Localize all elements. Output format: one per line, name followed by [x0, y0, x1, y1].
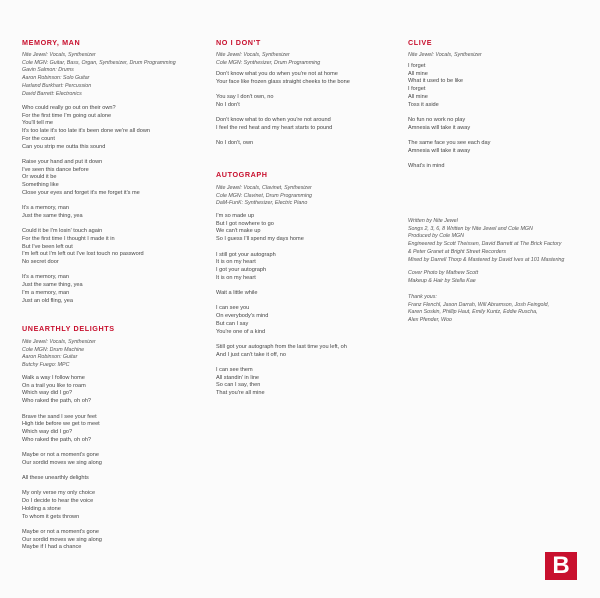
credit-line: DaM-FunK: Synthesizer, Electric Piano [216, 200, 308, 207]
lyric-line: Toss it aside [408, 101, 439, 108]
lyric-line: Which way did I go? [22, 428, 73, 435]
song-title-no-i-dont: NO I DON'T [216, 38, 261, 47]
lyric-line: Our sordid moves we sing along [22, 459, 102, 466]
lyric-line: For the count [22, 135, 55, 142]
song-title-memory-man: MEMORY, MAN [22, 38, 81, 47]
credit-line: David Barrett: Electronics [22, 90, 82, 97]
lyric-line: So I guess I'll spend my days home [216, 236, 304, 243]
credit-line: Butchy Fuego: MPC [22, 362, 70, 369]
credits-clive [408, 52, 482, 60]
lyrics-no-i-dont [216, 71, 350, 148]
lyric-line: I can see them [216, 366, 253, 373]
lyric-line: I'm a memory, man [22, 289, 70, 296]
lyric-line: Raise your hand and put it down [22, 158, 103, 165]
credit-line: Aaron Robinson: Solo Guitar [22, 75, 90, 82]
lyric-line: That you're all mine [216, 390, 265, 397]
song-title-autograph: AUTOGRAPH [216, 170, 268, 179]
credit-line: Cole MGN: Drum Machine [22, 346, 85, 353]
lyric-line: Do I decide to hear the voice [22, 498, 94, 505]
lyric-line: Wait a little while [216, 290, 258, 296]
credit-line: & Peter Granet at Bright Street Recorders [408, 248, 507, 255]
credit-line: Cole MGN: Synthesizer, Drum Programming [216, 59, 321, 66]
lyric-line: Who raked the path, oh oh? [22, 436, 92, 443]
credit-line: Harland Burkhart: Percussion [22, 82, 92, 89]
lyric-line: No I don't [216, 101, 240, 108]
lyric-stanza [408, 140, 490, 155]
lyric-line: No I don't, own [216, 140, 254, 147]
lyric-line: But I got nowhere to go [216, 220, 274, 227]
lyric-stanza [22, 452, 102, 467]
credit-line: Franz Flenchl, Jason Darrah, Will Abramson, Josh Feingold, [408, 301, 550, 308]
lyric-line: All mine [408, 93, 428, 100]
credit-line: Songs 2, 3, 6, 8 Written by Nite Jewel and Cole MGN [408, 225, 533, 232]
lyric-line: Your face like frozen glass straight cheeks to the bone [216, 78, 350, 85]
lyric-line: Don't know what to do when you're not around [216, 117, 331, 124]
credit-line: Cole MGN: Guitar, Bass, Organ, Synthesizer, Drum Programming [22, 59, 176, 66]
lyric-line: Holding a stone [22, 505, 61, 512]
album-thank-yous [408, 294, 549, 325]
lyric-line: I've seen this dance before [22, 166, 89, 173]
lyric-line: Who raked the path, oh oh? [22, 398, 92, 405]
lyric-line: It is on my heart [216, 259, 256, 266]
lyric-line: Just the same thing, yea [22, 212, 83, 219]
side-b-badge: B [545, 552, 577, 580]
credits-unearthly-delights [22, 339, 96, 370]
lyric-line: All these unearthly delights [22, 475, 89, 482]
lyric-line: All standin' in line [216, 374, 260, 381]
lyric-stanza [216, 213, 347, 244]
credit-line: Written by Nite Jewel [408, 218, 458, 224]
lyric-stanza [22, 159, 150, 198]
credits-autograph [216, 185, 312, 208]
credit-line: Gavin Salmon: Drums [22, 67, 74, 74]
lyric-line: Who could really go out on their own? [22, 105, 116, 111]
lyric-line: Amnesia will take it away [408, 124, 471, 131]
lyric-line: On everybody's mind [216, 313, 269, 320]
credit-line: Karen Soskin, Phillip Haut, Emily Kuntz, Eddie Ruscha, [408, 309, 538, 316]
lyric-stanza [216, 140, 350, 148]
credit-line: Nite Jewel: Vocals, Synthesizer [408, 52, 482, 58]
credits-no-i-dont [216, 52, 320, 67]
lyric-stanza [22, 274, 150, 305]
lyric-stanza [22, 205, 150, 220]
song-title-clive: CLIVE [408, 38, 433, 47]
credit-line: Mixed by Darrell Thorp & Mastered by David Ives at 101 Mastering [408, 256, 565, 263]
lyric-line: On a trail you like to roam [22, 382, 86, 389]
lyric-line: Don't know what you do when you're not at home [216, 71, 338, 77]
credit-line: Engineered by Scott Theissen, David Barrett at The Brick Factory [408, 241, 562, 248]
lyrics-autograph [216, 213, 347, 398]
lyric-line: It's a memory, man [22, 274, 69, 281]
album-production-credits [408, 218, 564, 264]
lyric-line: Or would it be [22, 174, 57, 181]
lyric-line: It's too late it's too late it's been done we're all down [22, 128, 151, 135]
credit-line: Aaron Robinson: Guitar [22, 354, 78, 361]
lyric-line: You're one of a kind [216, 328, 266, 335]
lyric-stanza [216, 252, 347, 283]
lyric-line: But can I say [216, 320, 249, 327]
lyric-stanza [408, 63, 490, 109]
lyrics-clive [408, 63, 490, 171]
album-art-credits [408, 270, 478, 285]
lyrics-unearthly-delights [22, 375, 102, 552]
credit-line: Thank yous: [408, 294, 437, 300]
lyric-line: Close your eyes and forget it's me forget it's me [22, 189, 140, 196]
lyric-stanza [216, 290, 347, 298]
lyric-line: I forget [408, 63, 426, 69]
lyric-line: The same face you see each day [408, 140, 491, 146]
song-title-unearthly-delights: UNEARTHLY DELIGHTS [22, 324, 115, 333]
lyric-stanza [216, 367, 347, 398]
lyric-stanza [216, 305, 347, 336]
lyric-line: I feel the red heat and my heart starts to pound [216, 124, 333, 131]
lyric-line: Which way did I go? [22, 390, 73, 397]
lyric-line: I can see you [216, 305, 250, 312]
lyric-line: Can you strip me outta this sound [22, 143, 106, 150]
lyric-line: Maybe or not a moment's gone [22, 528, 99, 535]
credit-line: Nite Jewel: Vocals, Clavinet, Synthesizer [216, 185, 312, 191]
lyric-line: You say I don't own, no [216, 94, 274, 101]
lyric-line: Brave the sand I see your feet [22, 413, 97, 420]
credit-line: Cole MGN: Clavinet, Drum Programming [216, 192, 312, 199]
lyric-line: Could it be I'm losin' touch again [22, 228, 103, 235]
lyric-stanza [216, 71, 350, 86]
lyric-line: My only verse my only choice [22, 490, 96, 497]
lyric-line: Amnesia will take it away [408, 147, 471, 154]
lyric-line: You'll tell me [22, 120, 54, 127]
lyric-line: And I just can't take it off, no [216, 351, 286, 358]
lyric-line: I'm left out I'm left out I've lost touch no password [22, 251, 144, 258]
lyric-line: What's in mind [408, 163, 445, 170]
lyric-line: Maybe if I had a chance [22, 544, 82, 551]
lyric-line: High tide before we get to meet [22, 421, 100, 428]
lyric-line: But I've been left out [22, 243, 73, 250]
lyric-stanza [22, 475, 102, 483]
lyric-stanza [408, 117, 490, 132]
credit-line: Produced by Cole MGN [408, 233, 464, 240]
lyric-line: It is on my heart [216, 274, 256, 281]
credit-line: Makeup & Hair by Stella Kae [408, 277, 476, 284]
credit-line: Nite Jewel: Vocals, Synthesizer [22, 339, 96, 345]
lyric-line: We can't make up [216, 228, 261, 235]
lyric-stanza [408, 163, 490, 171]
lyric-line: I'm so made up [216, 213, 255, 219]
lyric-stanza [22, 228, 150, 267]
lyric-line: I forget [408, 86, 426, 93]
credit-line: Alex Pfender, Woo [408, 317, 452, 324]
lyric-line: Something like [22, 182, 59, 189]
lyric-line: Still got your autograph from the last time you left, oh [216, 343, 347, 350]
lyric-stanza [216, 117, 350, 132]
lyric-stanza [216, 94, 350, 109]
lyric-line: Our sordid moves we sing along [22, 536, 102, 543]
lyric-line: Just the same thing, yea [22, 282, 83, 289]
lyric-line: Walk a way I follow home [22, 375, 85, 381]
lyric-line: For the first time I thought I made it in [22, 235, 115, 242]
credit-line: Nite Jewel: Vocals, Synthesizer [22, 52, 96, 58]
lyric-line: All mine [408, 70, 428, 77]
lyric-stanza [22, 490, 102, 521]
lyric-stanza [22, 105, 150, 151]
credits-memory-man [22, 52, 176, 98]
lyric-line: No secret door [22, 259, 59, 266]
lyric-stanza [216, 344, 347, 359]
lyric-line: Just an old fling, yea [22, 297, 73, 304]
lyric-line: Maybe or not a moment's gone [22, 452, 99, 458]
lyric-line: What it used to be like [408, 78, 464, 85]
lyric-line: To whom it gets thrown [22, 513, 80, 520]
lyric-line: So can I say, then [216, 382, 261, 389]
credit-line: Nite Jewel: Vocals, Synthesizer [216, 52, 290, 58]
lyric-line: I still got your autograph [216, 251, 276, 258]
lyric-stanza [22, 414, 102, 445]
lyric-line: No fun no work no play [408, 116, 466, 123]
lyric-line: For the first time I'm going out alone [22, 112, 112, 119]
lyric-line: I got your autograph [216, 266, 267, 273]
lyric-stanza [22, 529, 102, 552]
lyric-stanza [22, 375, 102, 406]
credit-line: Cover Photo by Mathew Scott [408, 270, 479, 276]
lyric-line: It's a memory, man [22, 205, 69, 212]
lyrics-memory-man [22, 105, 150, 305]
